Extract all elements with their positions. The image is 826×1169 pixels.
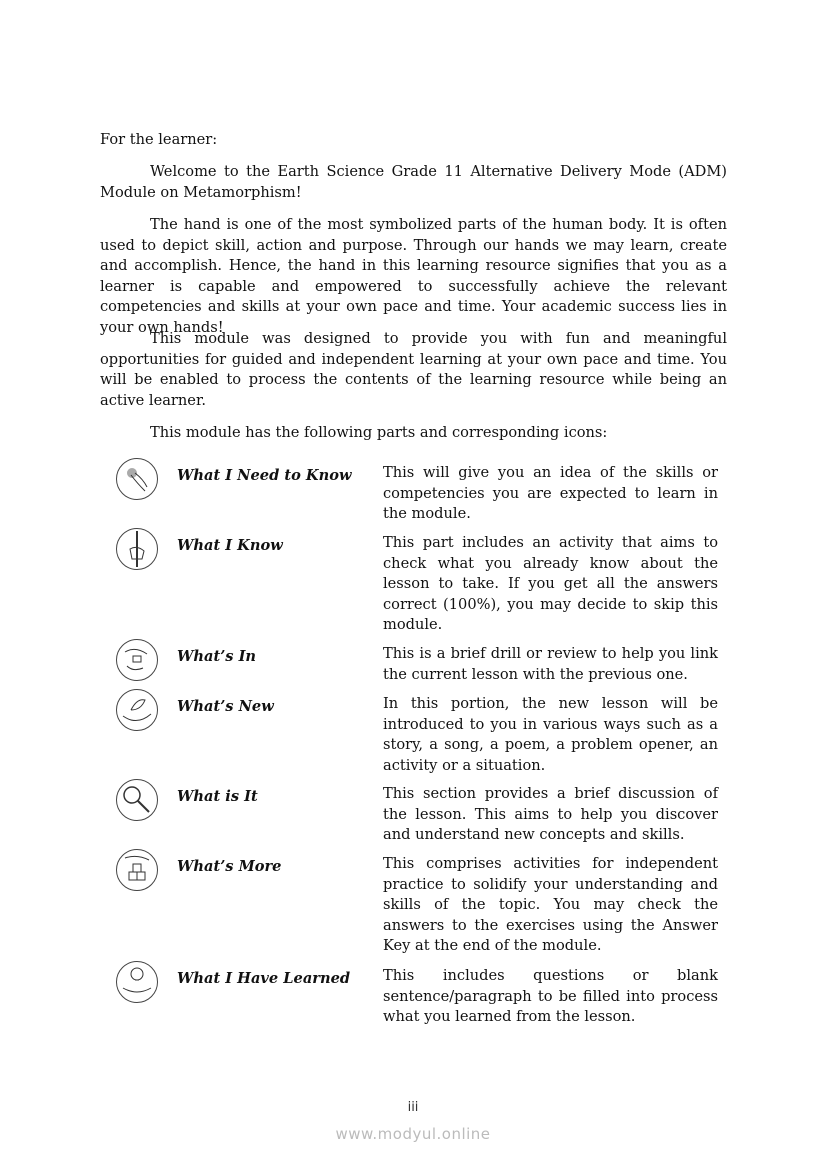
part-description: This part includes an activity that aims to check what you already know about the lesson to take. If you get all the answers correct (100%), you may decide to skip this module. [383,534,718,634]
part-description: This includes questions or blank sentence/paragraph to be filled into process what you learned from the lesson. [383,967,718,1026]
greeting: For the learner: [100,131,218,148]
part-description: This will give you an idea of the skills or competencies you are expected to learn in the module. [383,464,718,523]
part-description: In this portion, the new lesson will be introduced to you in various ways such as a story, a song, a poem, a problem opener, an activity or a situation. [383,695,718,774]
hand-pencil-icon [115,527,159,571]
hand-paragraph: The hand is one of the most symbolized parts of the human body. It is often used to depict skill, action and purpose. Through our hands we may learn, create and accomplish. Hence, the hand in this learning resource signifies that you as a learner is capable and empowered to successfully achieve the relevant competencies and skills at your own pace and time. Your academic success lies in your own hands! [100,216,727,336]
hand-pointing-icon [115,457,159,501]
hand-plant-icon [115,688,159,732]
welcome-paragraph: Welcome to the Earth Science Grade 11 Alternative Delivery Mode (ADM) Module on Metamorphism! [100,163,727,201]
design-paragraph: This module was designed to provide you with fun and meaningful opportunities for guided and independent learning at your own pace and time. You will be enabled to process the contents of the learning resource while being an active learner. [100,330,727,409]
part-label: What I Have Learned [177,970,351,987]
watermark: www.modyul.online [335,1125,491,1143]
part-label: What’s More [177,858,282,875]
page-number: iii [407,1100,419,1115]
part-description: This is a brief drill or review to help you link the current lesson with the previous one. [383,645,718,683]
hand-bulb-icon [115,960,159,1004]
parts-intro: This module has the following parts and corresponding icons: [150,424,608,441]
part-label: What I Need to Know [177,467,352,484]
part-label: What’s New [177,698,274,715]
part-label: What’s In [177,648,257,665]
part-label: What I Know [177,537,283,554]
magnifier-icon [115,778,159,822]
part-description: This section provides a brief discussion of the lesson. This aims to help you discover and understand new concepts and skills. [383,785,718,844]
part-label: What is It [177,788,258,805]
part-description: This comprises activities for independent practice to solidify your understanding and skills of the topic. You may check the answers to the exercises using the Answer Key at the end of the module. [383,855,718,955]
hand-blocks-icon [115,848,159,892]
hand-link-icon [115,638,159,682]
